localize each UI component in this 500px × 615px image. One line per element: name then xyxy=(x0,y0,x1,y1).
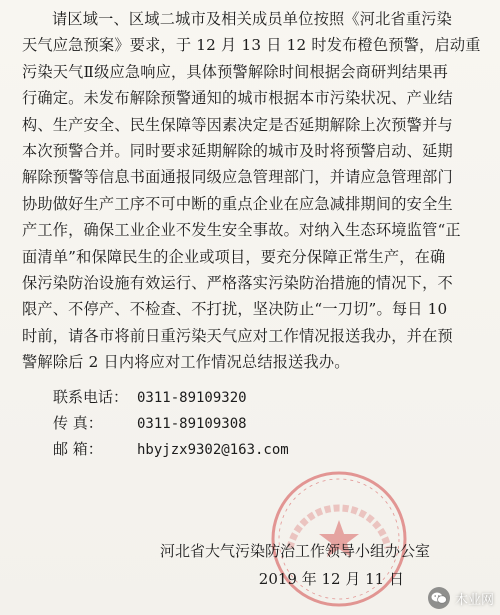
body-line: 产工作，确保工业企业不发生安全事故。对纳入生态环境监管“正 xyxy=(22,221,461,240)
contact-email xyxy=(53,438,289,459)
body-line: 警解除后 2 日内将应对工作情况总结报送我办。 xyxy=(22,353,350,372)
wechat-icon xyxy=(428,587,450,609)
body-line: 时前，请各市将前日重污染天气应对工作情况报送我办，并在预 xyxy=(22,326,453,345)
contact-phone xyxy=(53,386,247,407)
fax-value: 0311-89109308 xyxy=(137,416,247,432)
contact-fax xyxy=(53,412,247,433)
body-line: 解除预警等信息书面通报同级应急管理部门，并请应急管理部门 xyxy=(22,168,453,187)
issuing-organization: 河北省大气污染防治工作领导小组办公室 xyxy=(159,542,430,560)
body-line: 保污染防治设施有效运行、严格落实污染防治措施的情况下，不 xyxy=(22,274,453,293)
body-line: 本次预警合并。同时要求延期解除的城市及时将预警启动、延期 xyxy=(22,142,453,161)
body-line: 构、生产安全、民生保障等因素决定是否延期解除上次预警并与 xyxy=(22,115,453,134)
watermark xyxy=(428,587,494,609)
fax-label: 传 真： xyxy=(53,414,103,432)
email-label: 邮 箱： xyxy=(53,440,103,458)
phone-value: 0311-89109320 xyxy=(137,390,247,406)
body-line: 行确定。未发布解除预警通知的城市根据本市污染状况、产业结 xyxy=(22,89,453,108)
body-line: 请区域一、区域二城市及相关成员单位按照《河北省重污染 xyxy=(52,10,453,28)
body-line: 天气应急预案》要求，于 12 月 13 日 12 时发布橙色预警，启动重 xyxy=(22,36,481,55)
body-line: 限产、不停产、不检查、不打扰，坚决防止“一刀切”。每日 10 xyxy=(22,300,448,319)
phone-label: 联系电话： xyxy=(53,388,129,406)
issue-date: 2019 年 12 月 11 日 xyxy=(258,570,404,588)
body-line: 协助做好生产工序不可中断的重点企业在应急减排期间的安全生 xyxy=(22,194,453,213)
watermark-text: 木业网 xyxy=(454,592,494,608)
body-line: 污染天气Ⅱ级应急响应，具体预警解除时间根据会商研判结果再 xyxy=(22,62,448,81)
body-line: 面清单”和保障民生的企业或项目，要充分保障正常生产，在确 xyxy=(22,247,446,266)
email-value: hbyjzx9302@163.com xyxy=(137,442,289,458)
notice-body xyxy=(22,6,484,376)
